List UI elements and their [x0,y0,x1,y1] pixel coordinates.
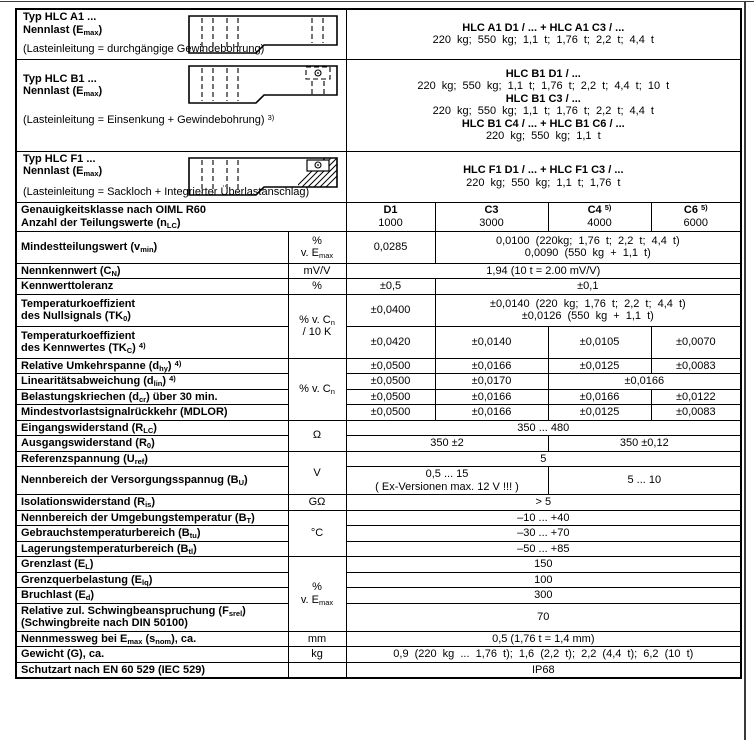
value-all: 0,5 (1,76 t = 1,4 mm) [346,631,741,647]
row-label: Grenzlast $(E_L)$ [16,557,288,573]
value-c4-c6: 350 ±0,12 [548,436,741,452]
value-c4: ±0,0166 [548,389,651,405]
row-label: Mindestteilungswert $(v_{min})$ [16,231,288,263]
value-c4: ±0,0125 [548,405,651,421]
row-cn [16,263,741,279]
class-d1: D1 [383,204,398,216]
type-f1-cell [16,151,346,202]
row-fsrel [16,603,741,631]
value-c4-c6: 5 ... 10 [548,467,741,495]
row-label: Kennwerttoleranz [16,279,288,295]
value-c3: ±0,0170 [435,374,548,390]
value-all: 150 [346,557,741,573]
value-all: –30 ... +70 [346,526,741,542]
value-c6: ±0,0070 [651,326,741,358]
unit-cell: % v. $E_{max}$ [288,557,346,632]
row-label: Linearitätsabweichung $(d_{lin})$ $^{4)}$ [16,374,288,390]
row-label: Nennkennwert $(C_N)$ [16,263,288,279]
row-label: Schutzart nach EN 60 529 (IEC 529) [16,662,288,678]
value-c4: ±0,0105 [548,326,651,358]
row-dcr [16,389,741,405]
row-label: Temperaturkoeffizient des Nullsignals $(TK_0)$ [16,294,288,326]
unit-cell: mV/V [288,263,346,279]
row-label: Relative Umkehrspanne $(d_{hy})$ $^{4)}$ [16,358,288,374]
value-c3: ±0,0166 [435,389,548,405]
value-line: ±0,0126 (550 kg + 1,1 t) [521,310,654,322]
row-label: Eingangswiderstand $(R_{LC})$ [16,420,288,436]
type-a1-variants-cell [346,9,741,59]
variant-capacities: 220 kg; 550 kg; 1,1 t; 1,76 t; 2,2 t; 4,4 t; 10 t [417,80,670,92]
value-c3: ±0,0166 [435,405,548,421]
row-el [16,557,741,573]
unit-cell: V [288,451,346,495]
value-c3-c6 [435,231,741,263]
variant-capacities: 220 kg; 550 kg; 1,1 t [485,130,601,142]
unit-cell: % v. $C_n$ / 10 K [288,294,346,358]
value-all: 5 [346,451,741,467]
row-label: Ausgangswiderstand $(R_0)$ [16,436,288,452]
value-c3-c6 [435,294,741,326]
row-label: Nennbereich der Versorgungsspannug $(B_U)$ [16,467,288,495]
variant-capacities: 220 kg; 550 kg; 1,1 t; 1,76 t; 2,2 t; 4,4 t [432,34,654,47]
row-label: Isolationswiderstand $(R_{is})$ [16,495,288,511]
value-line: ±0,0140 (220 kg; 1,76 t; 2,2 t; 4,4 t) [489,297,686,310]
value-all: > 5 [346,495,741,511]
row-type-a1 [16,9,741,59]
row-schutzart-clipped [16,662,741,678]
unit-cell: mm [288,631,346,647]
divisions-c4: 4000 [587,216,612,229]
variant-name: HLC A1 D1 / ... + HLC A1 C3 / ... [462,21,625,34]
row-label: Belastungskriechen $(d_{cr})$ über 30 min. [16,389,288,405]
divisions-c6: 6000 [683,216,709,229]
divisions-label: Anzahl der Teilungswerte $(n_{LC})$ [21,216,181,230]
value-c4-c6: ±0,0166 [548,374,741,390]
type-b1-cell [16,59,346,151]
load-cell-b1-drawing [188,65,338,111]
divisions-c3: 3000 [479,216,504,229]
row-dlin [16,374,741,390]
row-r0 [16,436,741,452]
row-tk0 [16,294,741,326]
col-header-c3 [435,202,548,231]
variant-name: HLC B1 C3 / ... [505,92,581,105]
value-all: –50 ... +85 [346,541,741,557]
row-label: Relative zul. Schwingbeanspruchung $(F_{srel})$ (Schwingbreite nach DIN 50100) [16,603,288,631]
row-type-f1 [16,151,741,202]
row-elq [16,572,741,588]
class-c3: C3 [484,204,499,216]
row-label: Bruchlast $(E_d)$ [16,588,288,604]
value-d1: 0,0285 [346,231,435,263]
value-c3: ±0,0166 [435,358,548,374]
value-line: 0,5 ... 15 [425,468,469,480]
value-line: 0,0090 (550 kg + 1,1 t) [524,247,651,259]
type-a1-title: Typ HLC A1 ... [23,11,97,23]
type-f1-title: Typ HLC F1 ... [23,152,96,165]
row-mdlor [16,405,741,421]
value-all: 350 ... 480 [346,420,741,436]
type-a1-note: (Lasteinleitung = durchgängige Gewindebohrung) [23,43,265,55]
value-all: 300 [346,588,741,604]
row-g [16,647,741,663]
row-class-header [16,202,741,231]
row-bu [16,467,741,495]
value-all: 70 [346,603,741,631]
unit-cell: Ω [288,420,346,451]
row-label: Grenzquerbelastung $(E_{lq})$ [16,572,288,588]
variant-name: HLC B1 D1 / ... [505,67,581,80]
class-c4: C4 $^{5)}$ [587,203,612,216]
class-c6: C6 $^{5)}$ [683,203,708,216]
row-tkc [16,326,741,358]
row-bt [16,510,741,526]
type-b1-note: (Lasteinleitung = Einsenkung + Gewindebohrung) $^{3)}$ [23,113,275,126]
page-top-rule [0,1,754,2]
row-tol [16,279,741,295]
value-d1: ±0,0400 [346,294,435,326]
value-line: ( Ex-Versionen max. 12 V !!! ) [375,480,519,493]
row-uref [16,451,741,467]
row-vmin [16,231,741,263]
value-all: 0,9 (220 kg ... 1,76 t); 1,6 (2,2 t); 2,2 (4,4 t); 6,2 (10 t) [346,647,741,663]
value-c6: ±0,0122 [651,389,741,405]
variant-name: HLC B1 C4 / ... + HLC B1 C6 / ... [461,117,625,130]
row-btl [16,541,741,557]
unit-cell: % v. $E_{max}$ [288,231,346,263]
row-label: Referenzspannung $(U_{ref})$ [16,451,288,467]
row-label: Nennbereich der Umgebungstemperatur $(B_T)$ [16,510,288,526]
type-a1-cell [16,9,346,59]
unit-cell: % [288,279,346,295]
unit-cell: % v. $C_n$ [288,358,346,420]
type-f1-note: (Lasteinleitung = Sackloch + Integrierter Überlastanschlag) [23,186,310,198]
type-b1-nennlast: Nennlast $(E_{max})$ [23,85,103,98]
value-d1: ±0,0500 [346,389,435,405]
col-header-c4 [548,202,651,231]
unit-cell: GΩ [288,495,346,511]
class-header-label-cell [16,202,346,231]
row-label: Gebrauchstemperaturbereich $(B_{tu})$ [16,526,288,542]
value-d1-c3 [346,467,548,495]
row-snom [16,631,741,647]
value-line: 0,0100 (220kg; 1,76 t; 2,2 t; 4,4 t) [495,234,680,247]
value-c4: ±0,0125 [548,358,651,374]
value-d1: ±0,0500 [346,405,435,421]
value-d1-c3: 350 ±2 [346,436,548,452]
value-d1: ±0,0500 [346,374,435,390]
type-b1-variants-cell [346,59,741,151]
row-btu [16,526,741,542]
value-all: –10 ... +40 [346,510,741,526]
spec-table [15,8,742,679]
type-b1-title: Typ HLC B1 ... [23,72,97,85]
unit-cell: °C [288,510,346,557]
oiml-class-label: Genauigkeitsklasse nach OIML R60 [21,204,207,216]
value-c3: ±0,0140 [435,326,548,358]
value-all: 100 [346,572,741,588]
row-label: Temperaturkoeffizient des Kennwertes $(TK_C)$ $^{4)}$ [16,326,288,358]
value-c3-c6: ±0,1 [435,279,741,295]
row-label: Gewicht (G), ca. [16,647,288,663]
row-type-b1 [16,59,741,151]
row-ed [16,588,741,604]
variant-capacities: 220 kg; 550 kg; 1,1 t; 1,76 t [466,176,621,189]
row-rlc [16,420,741,436]
unit-cell [288,662,346,678]
value-all: IP68 [346,662,741,678]
value-c6: ±0,0083 [651,358,741,374]
row-ris [16,495,741,511]
value-d1: ±0,5 [346,279,435,295]
value-d1: ±0,0420 [346,326,435,358]
row-dhy [16,358,741,374]
row-label: Nennmessweg bei $E_{max}$ $(s_{nom})$, ca. [16,631,288,647]
value-all: 1,94 (10 t = 2.00 mV/V) [346,263,741,279]
unit-cell: kg [288,647,346,663]
variant-name: HLC F1 D1 / ... + HLC F1 C3 / ... [463,164,624,176]
type-a1-nennlast: Nennlast $(E_{max})$ [23,23,103,37]
row-label: Lagerungstemperaturbereich $(B_{tl})$ [16,541,288,557]
col-header-c6 [651,202,741,231]
variant-capacities: 220 kg; 550 kg; 1,1 t; 1,76 t; 2,2 t; 4,4 t [432,105,654,117]
row-label: Mindestvorlastsignalrückkehr (MDLOR) [16,405,288,421]
col-header-d1 [346,202,435,231]
divisions-d1: 1000 [378,216,403,229]
type-f1-variants-cell [346,151,741,202]
type-f1-nennlast: Nennlast $(E_{max})$ [23,165,103,178]
value-c6: ±0,0083 [651,405,741,421]
page-right-rule [744,1,746,740]
value-d1: ±0,0500 [346,358,435,374]
